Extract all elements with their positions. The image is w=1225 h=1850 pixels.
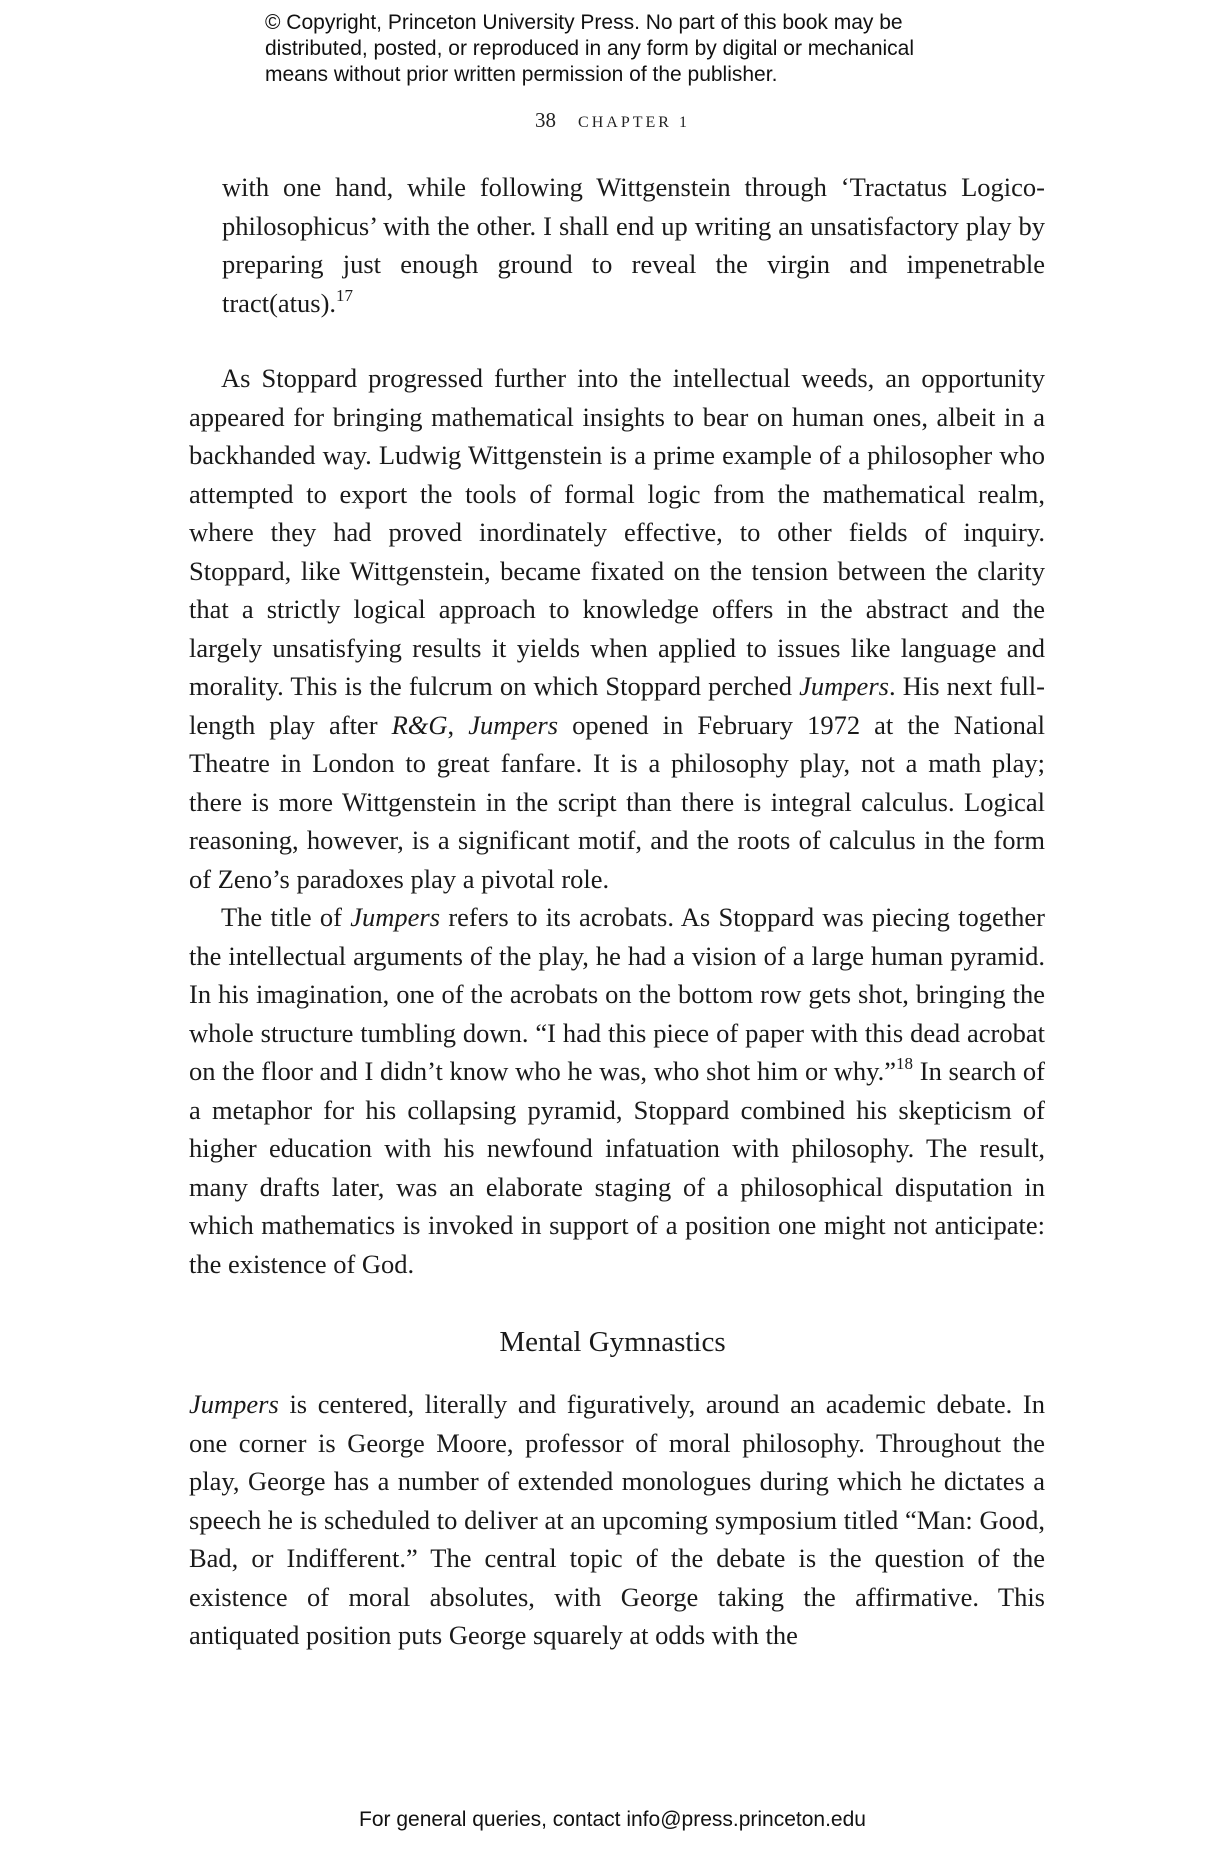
block-quote bbox=[222, 168, 1045, 322]
text-run: The title of bbox=[221, 902, 351, 932]
copyright-line-2: distributed, posted, or reproduced in any form by digital or mechanical bbox=[265, 37, 915, 60]
chapter-label: CHAPTER 1 bbox=[578, 114, 690, 131]
copyright-line-1: © Copyright, Princeton University Press. No part of this book may be bbox=[265, 11, 903, 34]
paragraph bbox=[189, 359, 1045, 898]
paragraph bbox=[189, 898, 1045, 1283]
body-section-2 bbox=[189, 1385, 1045, 1655]
body-section-1 bbox=[189, 359, 1045, 1283]
text-run: opened in February 1972 at the National Theatre in London to great fanfare. It is a philosophy play, not a math play; there is more Wittgenstein in the script than there is integral calculus. Logical reasoning, however, is a significant motif, and the roots of calculus in the form of Zeno’s paradoxes play a pivotal role. bbox=[189, 709, 1045, 894]
text-run: As Stoppard progressed further into the intellectual weeds, an opportunity appeared for bringing mathematical insights to bear on human ones, albeit in a backhanded way. Ludwig Wittgenstein is a prime example of a philosopher who attempted to export the tools of formal logic from the mathematical realm, where they had proved inordinately effective, to other fields of inquiry. Stoppard, like Wittgenstein, became fixated on the tension between the clarity that a strictly logical approach to knowledge offers in the abstract and the largely unsatisfying results it yields when applied to issues like language and morality. This is the fulcrum on which Stoppard perched bbox=[189, 363, 1045, 701]
italic-title: Jumpers bbox=[189, 1389, 279, 1419]
block-quote-text: with one hand, while following Wittgenstein through ‘Tractatus Logico-philosophicus’ with the other. I shall end up writing an unsatisfactory play by preparing just enough ground to reveal the virgin and impenetrable tract(atus). bbox=[222, 172, 1045, 318]
footer-contact: For general queries, contact info@press.princeton.edu bbox=[359, 1808, 866, 1831]
italic-title: Jumpers bbox=[799, 671, 889, 701]
text-run: refers to its acrobats. As Stoppard was piecing together the intellectual arguments of the play, he had a vision of a large human pyramid. In his imagination, one of the acrobats on the bottom row gets shot, bringing the whole structure tumbling down. “I had this piece of paper with this dead acrobat on the floor and I didn’t know who he was, who shot him or why.” bbox=[189, 902, 1045, 1086]
copyright-notice bbox=[265, 10, 1025, 88]
footnote-ref-17: 17 bbox=[336, 285, 354, 305]
text-run: is centered, literally and figuratively, around an academic debate. In one corner is George Moore, professor of moral philosophy. Throughout the play, George has a number of extended monologues during which he dictates a speech he is scheduled to deliver at an upcoming symposium titled “Man: Good, Bad, or Indifferent.” The central topic of the debate is the question of the existence of moral absolutes, with George taking the affirmative. This antiquated position puts George squarely at odds with the bbox=[189, 1389, 1045, 1650]
paragraph bbox=[189, 1385, 1045, 1655]
italic-title: R&G bbox=[391, 709, 448, 740]
italic-title: Jumpers bbox=[468, 709, 559, 740]
copyright-line-3: means without prior written permission of the publisher. bbox=[265, 63, 778, 86]
running-head bbox=[0, 108, 1225, 133]
italic-title: Jumpers bbox=[350, 902, 441, 932]
section-heading: Mental Gymnastics bbox=[499, 1326, 726, 1358]
text-run: In search of a metaphor for his collapsing pyramid, Stoppard combined his skepticism of higher education with his newfound infatuation with philosophy. The result, many drafts later, was an elaborate staging of a philosophical disputation in which mathematics is invoked in support of a position one might not anticipate: the existence of God. bbox=[189, 1056, 1045, 1279]
text-run: . His next full-length play after bbox=[189, 671, 1045, 740]
text-run: , bbox=[447, 709, 469, 740]
page-number: 38 bbox=[535, 108, 557, 132]
footnote-ref-18: 18 bbox=[896, 1054, 914, 1073]
